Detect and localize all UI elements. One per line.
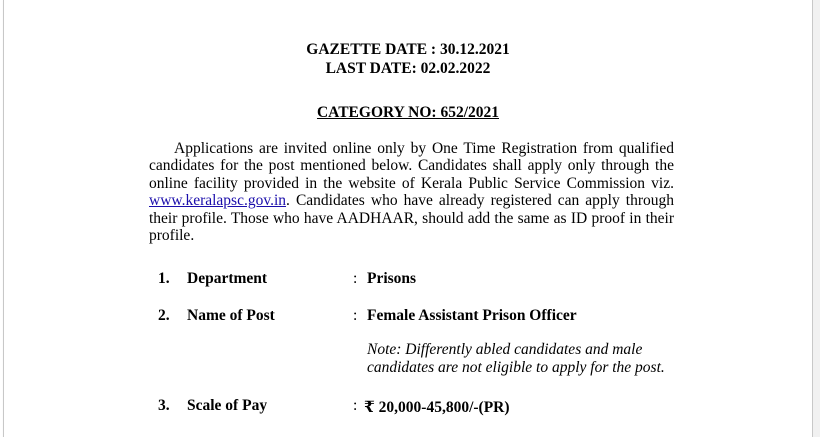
item-colon: :	[353, 270, 358, 287]
intro-paragraph	[149, 140, 674, 244]
category-number: CATEGORY NO: 652/2021	[316, 104, 499, 121]
item-value: ₹ 20,000-45,800/-(PR)	[364, 399, 510, 416]
item-number: 2.	[158, 307, 170, 324]
eligibility-note: Note: Differently abled candidates and male candidates are not eligible to apply for the post.	[367, 341, 665, 376]
document-page	[3, 0, 813, 437]
last-date: LAST DATE: 02.02.2022	[325, 60, 491, 77]
item-colon: :	[353, 307, 358, 324]
item-colon: :	[353, 397, 358, 414]
gazette-date: GAZETTE DATE : 30.12.2021	[306, 41, 510, 58]
vertical-scrollbar[interactable]	[813, 0, 820, 437]
item-label: Department	[187, 270, 268, 287]
item-number: 3.	[158, 397, 170, 414]
item-label: Name of Post	[187, 307, 275, 324]
keralapsc-website-link[interactable]: www.keralapsc.gov.in	[149, 192, 287, 210]
item-number: 1.	[158, 270, 170, 287]
item-value: Prisons	[367, 270, 417, 287]
intro-text-after-link: . Candidates who have already registered can apply through their profile. Those who have AADHAAR, should add the same as ID proof in their profile.	[149, 192, 674, 245]
item-label: Scale of Pay	[187, 397, 268, 414]
intro-text-before-link: Applications are invited online only by One Time Registration from qualified candidates for the post mentioned below. Candidates shall apply only through the online facility provided in the website of Kerala Public Service Commission viz.	[149, 140, 674, 192]
item-value: Female Assistant Prison Officer	[367, 307, 577, 324]
